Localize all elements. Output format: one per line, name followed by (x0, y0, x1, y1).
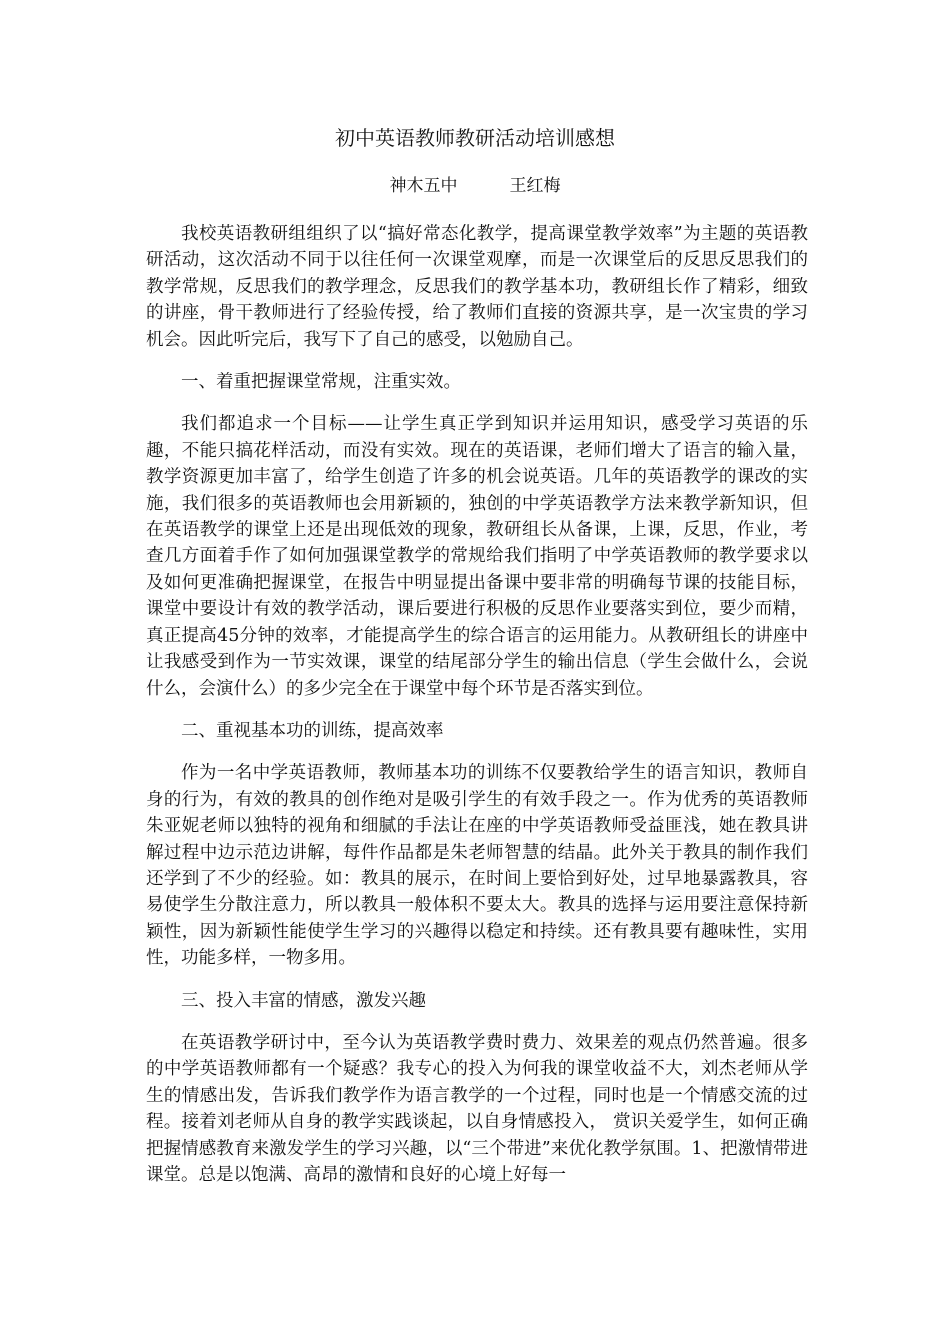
section-heading-1: 一、着重把握课堂常规，注重实效。 (181, 372, 461, 393)
author-school: 神木五中 (389, 176, 458, 196)
intro-paragraph: 我校英语教研组组织了以“搞好常态化教学，提高课堂教学效率”为主题的英语教研活动，这次活动不同于以往任何一次课堂观摩，而是一次课堂后的反思反思我们的教学常规，反思我们的教学理念，反思我们的教学基本功，教研组长作了精彩，细致的讲座，骨干教师进行了经验传授，给了教师们直接的资源共享，是一次宝贵的学习机会。因此听完后，我写下了自己的感受，以勉励自己。 (146, 224, 808, 350)
section-heading-3: 三、投入丰富的情感，激发兴趣 (181, 990, 426, 1011)
document-body (146, 221, 808, 1188)
section-paragraph-3: 在英语教学研讨中，至今认为英语教学费时费力、效果差的观点仍然普遍。很多的中学英语教师都有一个疑惑？我专心的投入为何我的课堂收益不大，刘杰老师从学生的情感出发，告诉我们教学作为语言教学的一个过程，同时也是一个情感交流的过程。接着刘老师从自身的教学实践谈起，以自身情感投入， 赏识关爱学生，如何正确把握情感教育来激发学生的学习兴趣，以“三个带进”来优化教学氛围。1、把激情带进课堂。总是以饱满、高昂的激情和良好的心境上好每一 (146, 1032, 808, 1185)
section-paragraph-1: 我们都追求一个目标——让学生真正学到知识并运用知识，感受学习英语的乐趣，不能只搞花样活动，而没有实效。现在的英语课，老师们增大了语言的输入量，教学资源更加丰富了，给学生创造了许多的机会说英语。几年的英语教学的课改的实施，我们很多的英语教师也会用新颖的，独创的中学英语教学方法来教学新知识，但在英语教学的课堂上还是出现低效的现象，教研组长从备课，上课，反思，作业，考查几方面着手作了如何加强课堂教学的常规给我们指明了中学英语教师的教学要求以及如何更准确把握课堂，在报告中明显提出备课中要非常的明确每节课的技能目标，课堂中要设计有效的教学活动，课后要进行积极的反思作业要落实到位，要少而精，真正提高45分钟的效率，才能提高学生的综合语言的运用能力。从教研组长的讲座中让我感受到作为一节实效课，课堂的结尾部分学生的输出信息（学生会做什么，会说什么，会演什么）的多少完全在于课堂中每个环节是否落实到位。 (146, 414, 808, 699)
section-paragraph-2: 作为一名中学英语教师，教师基本功的训练不仅要教给学生的语言知识，教师自身的行为，有效的教具的创作绝对是吸引学生的有效手段之一。作为优秀的英语教师朱亚妮老师以独特的视角和细腻的手法让在座的中学英语教师受益匪浅，她在教具讲解过程中边示范边讲解，每件作品都是朱老师智慧的结晶。此外关于教具的制作我们还学到了不少的经验。如：教具的展示，在时间上要恰到好处，过早地暴露教具，容易使学生分散注意力，所以教具一般体积不要太大。教具的选择与运用要注意保持新颖性，因为新颖性能使学生学习的兴趣得以稳定和持续。还有教具要有趣味性，实用性，功能多样，一物多用。 (146, 763, 808, 969)
author-name: 王红梅 (509, 176, 561, 196)
section-heading-2: 二、重视基本功的训练，提高效率 (181, 720, 444, 741)
author-line (0, 174, 950, 198)
document-title: 初中英语教师教研活动培训感想 (335, 126, 615, 150)
